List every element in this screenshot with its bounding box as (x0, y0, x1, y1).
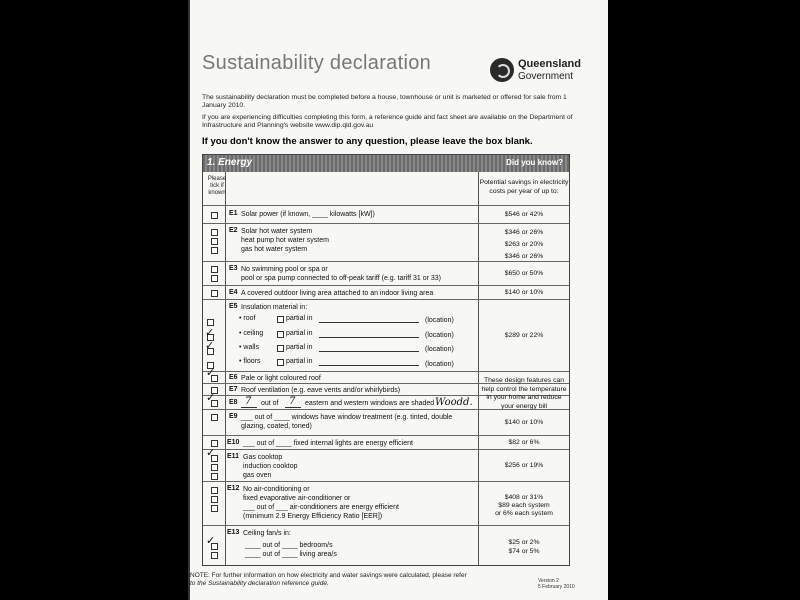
line-e5-walls[interactable] (319, 351, 419, 352)
text-e13: Ceiling fan/s in: (243, 530, 291, 537)
row-e9 (203, 409, 569, 436)
row-e11 (203, 446, 569, 482)
save-e12-3: or 6% each system (495, 510, 553, 517)
row-e12 (203, 481, 569, 526)
row-e3 (203, 261, 569, 286)
code-e3: E3 (229, 265, 238, 272)
label-e5-floors: • floors (239, 358, 261, 365)
text-e10: ___ out of ____ fixed internal lights are energy efficient (243, 440, 413, 447)
code-e12: E12 (227, 485, 240, 492)
tick-e13: ✓ (206, 534, 216, 547)
save-e2-3: $346 or 26% (504, 253, 544, 260)
text-e6: Pale or light coloured roof (241, 375, 321, 382)
tick-e5-walls: ✓ (205, 339, 215, 352)
text-e3-l2: pool or spa pump connected to off-peak tariff (e.g. tariff 31 or 33) (241, 275, 442, 282)
checkbox-e12-evap[interactable] (211, 496, 218, 503)
save-e2-2: $263 or 20% (504, 241, 544, 248)
text-e2-l1: Solar hot water system (241, 228, 313, 235)
checkbox-e4[interactable] (211, 290, 218, 297)
section-title: 1. Energy (207, 157, 253, 168)
text-e12-l4: (minimum 2.9 Energy Efficiency Ratio [EER]) (243, 513, 383, 520)
tick-e5-ceiling: ✓ (205, 326, 215, 339)
code-e4: E4 (229, 289, 238, 296)
partial-e5-walls: partial in (286, 344, 313, 351)
code-e9: E9 (229, 413, 238, 420)
hand-e8-note: Woodd. (435, 397, 473, 408)
intro-paragraph-1: The sustainability declaration must be completed before a house, townhouse or unit is marketed or offered for sale from 1 January 2010. (202, 94, 567, 110)
line-e8-total[interactable] (285, 407, 301, 408)
text-e9-l2: glazing, coated, toned) (241, 423, 312, 430)
code-e8: E8 (229, 399, 238, 406)
intro-paragraph-2: If you are experiencing difficulties completing this form, a reference guide and fact sheet are available on the Department of Infrastructure and Planning's website www.dip.qld.gov.au (202, 114, 573, 130)
form-title: Sustainability declaration (202, 52, 432, 74)
save-e6-e8: These design features can help control the temperature in your home and reduce your energy bill (481, 377, 567, 410)
text-e2-l2: heat pump hot water system (241, 237, 329, 244)
code-e1: E1 (229, 210, 238, 217)
did-you-know-label: Did you know? (506, 158, 563, 167)
code-e2: E2 (229, 227, 238, 234)
save-e11: $256 or 19% (504, 462, 544, 469)
logo-line1: Queensland (518, 58, 581, 70)
checkbox-e11-induction[interactable] (211, 464, 218, 471)
code-e10: E10 (227, 439, 240, 446)
text-e13-l1: ____ out of ____ bedroom/s (245, 542, 333, 549)
partial-e5-floors: partial in (286, 358, 313, 365)
label-e5-roof: • roof (239, 315, 256, 322)
save-e9: $140 or 10% (504, 419, 544, 426)
checkbox-e2-gas[interactable] (211, 247, 218, 254)
checkbox-e5-roof[interactable] (207, 319, 214, 326)
save-e12-1: $408 or 31% (504, 494, 544, 501)
text-e12-l1: No air-conditioning or (243, 486, 310, 493)
line-e5-ceiling[interactable] (319, 337, 419, 338)
page-edge-shadow (188, 0, 190, 600)
location-e5-walls: (location) (425, 346, 454, 353)
row-e4 (203, 285, 569, 300)
checkbox-e3-nopool[interactable] (211, 266, 218, 273)
checkbox-e1[interactable] (211, 212, 218, 219)
line-e8-shaded[interactable] (241, 407, 257, 408)
hand-e8-count: 7 (245, 396, 252, 407)
form-page (188, 0, 608, 600)
save-e10: $82 or 6% (508, 439, 540, 446)
line-e5-floors[interactable] (319, 365, 419, 366)
text-e11-l2: induction cooktop (243, 463, 298, 470)
save-e3: $650 or 50% (504, 270, 544, 277)
location-e5-roof: (location) (425, 317, 454, 324)
checkbox-e5-walls-partial[interactable] (277, 345, 284, 352)
save-e4: $140 or 10% (504, 289, 544, 296)
text-e5: Insulation material in: (241, 304, 308, 311)
text-e11-l3: gas oven (243, 472, 272, 479)
tick-header: Please tick if known (207, 176, 227, 196)
partial-e5-roof: partial in (286, 315, 313, 322)
text-e7: Roof ventilation (e.g. eave vents and/or whirlybirds) (241, 387, 401, 394)
queensland-crest-icon (490, 58, 514, 82)
checkbox-e12-efficient[interactable] (211, 505, 218, 512)
row-e2 (203, 223, 569, 262)
footnote (190, 572, 467, 587)
code-e13: E13 (227, 529, 240, 536)
version-line2: 5 February 2010 (538, 584, 575, 590)
checkbox-e5-roof-partial[interactable] (277, 316, 284, 323)
row-e1 (203, 205, 569, 224)
text-e8-outof: out of (261, 400, 279, 407)
row-e5 (203, 299, 569, 372)
footnote-line2: to the Sustainability declaration reference guide. (190, 579, 329, 587)
energy-table (202, 154, 570, 566)
text-e9-l1: ___ out of ____ windows have window treatment (e.g. tinted, double (241, 414, 453, 421)
checkbox-e3-pump[interactable] (211, 275, 218, 282)
save-e2-1: $346 or 26% (504, 229, 544, 236)
version-info (538, 578, 575, 590)
checkbox-e2-solar[interactable] (211, 229, 218, 236)
location-e5-ceiling: (location) (425, 332, 454, 339)
text-e4: A covered outdoor living area attached to an indoor living area (241, 290, 434, 297)
logo-line2: Government (518, 71, 574, 82)
code-e7: E7 (229, 386, 238, 393)
row-e10 (203, 435, 569, 450)
code-e11: E11 (227, 453, 240, 460)
line-e5-roof[interactable] (319, 322, 419, 323)
code-e5: E5 (229, 303, 238, 310)
checkbox-e9[interactable] (211, 414, 218, 421)
partial-e5-ceiling: partial in (286, 330, 313, 337)
hand-e8-total: 7 (289, 396, 296, 407)
checkbox-e12-none[interactable] (211, 487, 218, 494)
label-e5-walls: • walls (239, 344, 259, 351)
checkbox-e5-ceiling-partial[interactable] (277, 331, 284, 338)
label-e5-ceiling: • ceiling (239, 330, 264, 337)
text-e3-l1: No swimming pool or spa or (241, 266, 328, 273)
text-e13-l2: ____ out of ____ living area/s (245, 551, 337, 558)
queensland-logo (490, 56, 590, 86)
row-e13 (203, 525, 569, 566)
checkbox-e13-living[interactable] (211, 552, 218, 559)
text-e12-l3: ___ out of ___ air-conditioners are energy efficient (243, 504, 399, 511)
tick-e8: ✓ (206, 391, 216, 404)
text-e12-l2: fixed evaporative air-conditioner or (243, 495, 351, 502)
section-header (203, 155, 569, 172)
text-e11-l1: Gas cooktop (243, 454, 283, 461)
save-e1: $546 or 42% (504, 211, 544, 218)
instruction-note: If you don't know the answer to any question, please leave the box blank. (202, 136, 533, 147)
footnote-line1: NOTE: For further information on how electricity and water savings were calculated, please refer (190, 572, 467, 579)
save-e5: $289 or 22% (504, 332, 544, 339)
tick-e11: ✓ (206, 446, 216, 459)
code-e6: E6 (229, 374, 238, 381)
checkbox-e2-heatpump[interactable] (211, 238, 218, 245)
tick-e6: ✓ (206, 366, 216, 379)
text-e1: Solar power (if known, ____ kilowatts [kW]) (241, 211, 375, 218)
checkbox-e5-floors-partial[interactable] (277, 359, 284, 366)
savings-header: Potential savings in electricity costs per year of up to: (479, 179, 569, 195)
location-e5-floors: (location) (425, 361, 454, 368)
checkbox-e11-gas-oven[interactable] (211, 473, 218, 480)
save-e13-1: $25 or 2% (508, 539, 540, 546)
save-e13-2: $74 or 5% (508, 548, 540, 555)
text-e8-rest: eastern and western windows are shaded (305, 400, 435, 407)
version-line1: Version 2 (538, 578, 559, 584)
text-e2-l3: gas hot water system (241, 246, 308, 253)
save-e12-2: $89 each system (498, 502, 550, 509)
